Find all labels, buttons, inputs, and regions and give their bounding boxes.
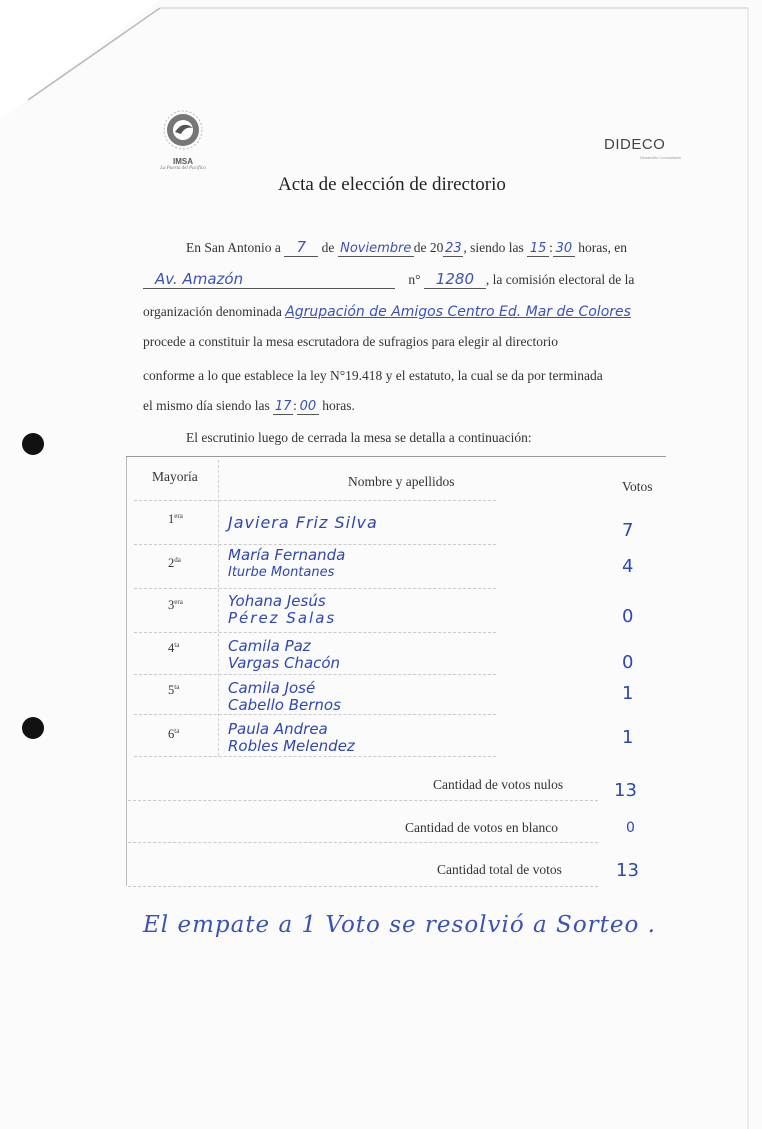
binder-hole-icon [22, 433, 44, 455]
rank-label: $2^{da}$ [168, 556, 181, 571]
candidate-votes: 1 [622, 683, 634, 704]
dideco-logo-name: DIDECO [604, 136, 666, 153]
candidate-name: María Fernanda Iturbe Montanes [228, 546, 346, 580]
candidate-votes: 1 [622, 727, 634, 748]
candidate-votes: 4 [622, 556, 634, 577]
imsa-logo-name: IMSA [173, 157, 193, 166]
imsa-logo [150, 110, 216, 170]
rank-label: $1^{era}$ [168, 512, 183, 527]
null-votes-value: 13 [614, 780, 637, 801]
paragraph-line-2: Av. Amazón n° 1280 , la comisión electoral de la [143, 270, 634, 289]
candidate-name: Paula Andrea Robles Melendez [228, 720, 355, 755]
rank-label: $4^{ta}$ [168, 641, 180, 656]
paragraph-line-1: En San Antonio a 7 de Noviembre de 20 23 , siendo las 15 : 30 horas, en [186, 238, 627, 256]
header-rank: Mayoría [152, 469, 198, 484]
street-number-field[interactable]: 1280 [424, 270, 486, 289]
rank-label: $6^{ta}$ [168, 727, 180, 742]
street-field[interactable]: Av. Amazón [143, 270, 395, 289]
paragraph-line-7: El escrutinio luego de cerrada la mesa se detalla a continuación: [186, 430, 532, 445]
candidate-name: Camila Paz Vargas Chacón [228, 637, 341, 672]
day-field[interactable]: 7 [284, 238, 318, 257]
header-name: Nombre y apellidos [348, 474, 455, 489]
end-hour-field[interactable]: 17 [274, 399, 292, 414]
null-votes-label: Cantidad de votos nulos [433, 777, 564, 792]
total-votes-value: 13 [616, 860, 639, 881]
candidate-votes: 0 [622, 652, 634, 673]
header-votes: Votos [622, 479, 653, 494]
handwritten-note: El empate a 1 Voto se resolvió a Sorteo . [143, 912, 656, 938]
dideco-logo [604, 136, 681, 160]
total-votes-label: Cantidad total de votos [437, 862, 562, 877]
rank-label: $3^{era}$ [168, 598, 183, 613]
candidate-votes: 7 [622, 520, 634, 541]
binder-hole-icon [22, 717, 44, 739]
paragraph-line-6: el mismo día siendo las 17 : 00 horas. [143, 398, 355, 414]
end-minute-field[interactable]: 00 [297, 399, 319, 415]
paragraph-line-4: procede a constituir la mesa escrutadora de sufragios para elegir al directorio [143, 334, 558, 349]
candidate-votes: 0 [622, 606, 634, 627]
rank-label: $5^{ta}$ [168, 683, 180, 698]
dideco-logo-sub: Desarrollo Comunitario [640, 155, 681, 160]
document-title: Acta de elección de directorio [278, 174, 506, 195]
month-field[interactable]: Noviembre [338, 241, 414, 257]
candidate-name: Javiera Friz Silva [228, 513, 378, 532]
blank-votes-value: 0 [626, 820, 635, 836]
paragraph-line-3: organización denominada Agrupación de Amigos Centro Ed. Mar de Colores [143, 304, 631, 320]
paragraph-line-5: conforme a lo que establece la ley N°19.418 y el estatuto, la cual se da por terminada [143, 368, 603, 383]
year-field[interactable]: 23 [445, 241, 462, 256]
start-hour-field[interactable]: 15 [527, 241, 549, 257]
blank-votes-label: Cantidad de votos en blanco [405, 820, 558, 835]
start-minute-field[interactable]: 30 [553, 241, 575, 257]
candidate-name: Yohana Jesús Pérez Salas [228, 592, 337, 627]
imsa-emblem-icon [161, 110, 205, 150]
candidate-name: Camila José Cabello Bernos [228, 679, 341, 714]
imsa-logo-sub: La Puerta del Pacífico [160, 166, 206, 171]
organization-field[interactable]: Agrupación de Amigos Centro Ed. Mar de Colores [285, 304, 631, 320]
